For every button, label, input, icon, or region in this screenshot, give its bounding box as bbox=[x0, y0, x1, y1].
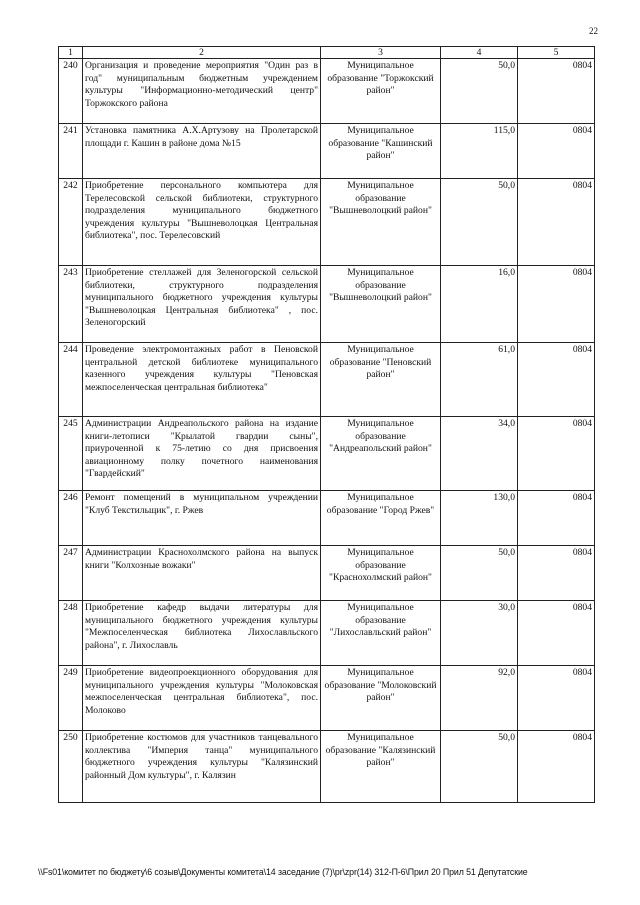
row-description: Организация и проведение мероприятия "Один раз в год" муниципальным бюджетным учреждением культуры "Информационно-методический центр" Торжокского района bbox=[83, 59, 321, 124]
row-number: 242 bbox=[59, 179, 83, 266]
row-amount: 30,0 bbox=[441, 601, 518, 666]
row-code: 0804 bbox=[518, 601, 595, 666]
row-number: 249 bbox=[59, 666, 83, 731]
row-code: 0804 bbox=[518, 417, 595, 491]
row-number: 244 bbox=[59, 343, 83, 417]
row-municipality: Муниципальное образование "Вышневолоцкий район" bbox=[321, 266, 441, 343]
row-municipality: Муниципальное образование "Вышневолоцкий район" bbox=[321, 179, 441, 266]
page-number: 22 bbox=[589, 26, 598, 36]
column-header: 2 bbox=[83, 47, 321, 59]
header-row bbox=[59, 47, 595, 59]
row-number: 248 bbox=[59, 601, 83, 666]
row-code: 0804 bbox=[518, 179, 595, 266]
file-path-footer: \\Fs01\комитет по бюджету\6 созыв\Документы комитета\14 заседание (7)\pr\zpr(14) 312-П-6\Прил 20 Прил 51 Депутатские bbox=[38, 867, 528, 877]
row-amount: 115,0 bbox=[441, 124, 518, 179]
row-amount: 34,0 bbox=[441, 417, 518, 491]
row-description: Приобретение видеопроекционного оборудования для муниципального учреждения культуры "Молоковская межпоселенческая центральная библиотека", пос. Молоково bbox=[83, 666, 321, 731]
row-code: 0804 bbox=[518, 666, 595, 731]
table-row bbox=[59, 59, 595, 124]
row-description: Ремонт помещений в муниципальном учреждении "Клуб Текстильщик", г. Ржев bbox=[83, 491, 321, 546]
table-row bbox=[59, 417, 595, 491]
row-code: 0804 bbox=[518, 266, 595, 343]
row-number: 240 bbox=[59, 59, 83, 124]
row-amount: 50,0 bbox=[441, 546, 518, 601]
row-description: Приобретение костюмов для участников танцевального коллектива "Империя танца" муниципального бюджетного учреждения культуры "Калязинский районный Дом культуры", г. Калязин bbox=[83, 731, 321, 803]
row-amount: 50,0 bbox=[441, 731, 518, 803]
row-municipality: Муниципальное образование "Андреапольский район" bbox=[321, 417, 441, 491]
table-row bbox=[59, 546, 595, 601]
column-header: 1 bbox=[59, 47, 83, 59]
table-row bbox=[59, 179, 595, 266]
row-amount: 130,0 bbox=[441, 491, 518, 546]
row-code: 0804 bbox=[518, 124, 595, 179]
row-description: Проведение электромонтажных работ в Пеновской центральной детской библиотеке муниципального казенного учреждения культуры "Пеновская межпоселенческая центральная библиотека" bbox=[83, 343, 321, 417]
table-row bbox=[59, 343, 595, 417]
row-amount: 92,0 bbox=[441, 666, 518, 731]
row-description: Приобретение персонального компьютера для Терелесовской сельской библиотеки, структурного подразделения муниципального бюджетного учреждения культуры "Вышневолоцкая Центральная библиотека", пос. Терелесовский bbox=[83, 179, 321, 266]
column-header: 4 bbox=[441, 47, 518, 59]
table-row bbox=[59, 124, 595, 179]
row-municipality: Муниципальное образование "Город Ржев" bbox=[321, 491, 441, 546]
row-code: 0804 bbox=[518, 546, 595, 601]
row-municipality: Муниципальное образование "Калязинский район" bbox=[321, 731, 441, 803]
row-code: 0804 bbox=[518, 731, 595, 803]
row-number: 246 bbox=[59, 491, 83, 546]
appropriations-table bbox=[58, 46, 595, 803]
row-municipality: Муниципальное образование "Лихославльский район" bbox=[321, 601, 441, 666]
table-row bbox=[59, 601, 595, 666]
row-amount: 50,0 bbox=[441, 59, 518, 124]
row-description: Администрации Андреапольского района на издание книги-летописи "Крылатой гвардии сыны", приуроченной к 75-летию со дня присвоения авиационному полку почетного наименования "Гвардейский" bbox=[83, 417, 321, 491]
table-row bbox=[59, 266, 595, 343]
row-amount: 50,0 bbox=[441, 179, 518, 266]
row-number: 241 bbox=[59, 124, 83, 179]
row-number: 247 bbox=[59, 546, 83, 601]
row-code: 0804 bbox=[518, 491, 595, 546]
row-code: 0804 bbox=[518, 59, 595, 124]
row-amount: 16,0 bbox=[441, 266, 518, 343]
row-number: 250 bbox=[59, 731, 83, 803]
column-header: 5 bbox=[518, 47, 595, 59]
row-municipality: Муниципальное образование "Пеновский район" bbox=[321, 343, 441, 417]
row-description: Установка памятника А.Х.Артузову на Пролетарской площади г. Кашин в районе дома №15 bbox=[83, 124, 321, 179]
row-amount: 61,0 bbox=[441, 343, 518, 417]
column-header: 3 bbox=[321, 47, 441, 59]
row-description: Приобретение стеллажей для Зеленогорской сельской библиотеки, структурного подразделения муниципального бюджетного учреждения культуры "Вышневолоцкая Центральная библиотека" , пос. Зеленогорский bbox=[83, 266, 321, 343]
row-municipality: Муниципальное образование "Торжокский район" bbox=[321, 59, 441, 124]
table-row bbox=[59, 731, 595, 803]
table-row bbox=[59, 666, 595, 731]
row-description: Приобретение кафедр выдачи литературы для муниципального бюджетного учреждения культуры "Межпоселенческая библиотека Лихославльского района", г. Лихославль bbox=[83, 601, 321, 666]
row-number: 243 bbox=[59, 266, 83, 343]
row-number: 245 bbox=[59, 417, 83, 491]
row-description: Администрации Краснохолмского района на выпуск книги "Колхозные вожаки" bbox=[83, 546, 321, 601]
row-municipality: Муниципальное образование "Кашинский район" bbox=[321, 124, 441, 179]
row-municipality: Муниципальное образование "Молоковский район" bbox=[321, 666, 441, 731]
table-row bbox=[59, 491, 595, 546]
row-municipality: Муниципальное образование "Краснохолмский район" bbox=[321, 546, 441, 601]
row-code: 0804 bbox=[518, 343, 595, 417]
